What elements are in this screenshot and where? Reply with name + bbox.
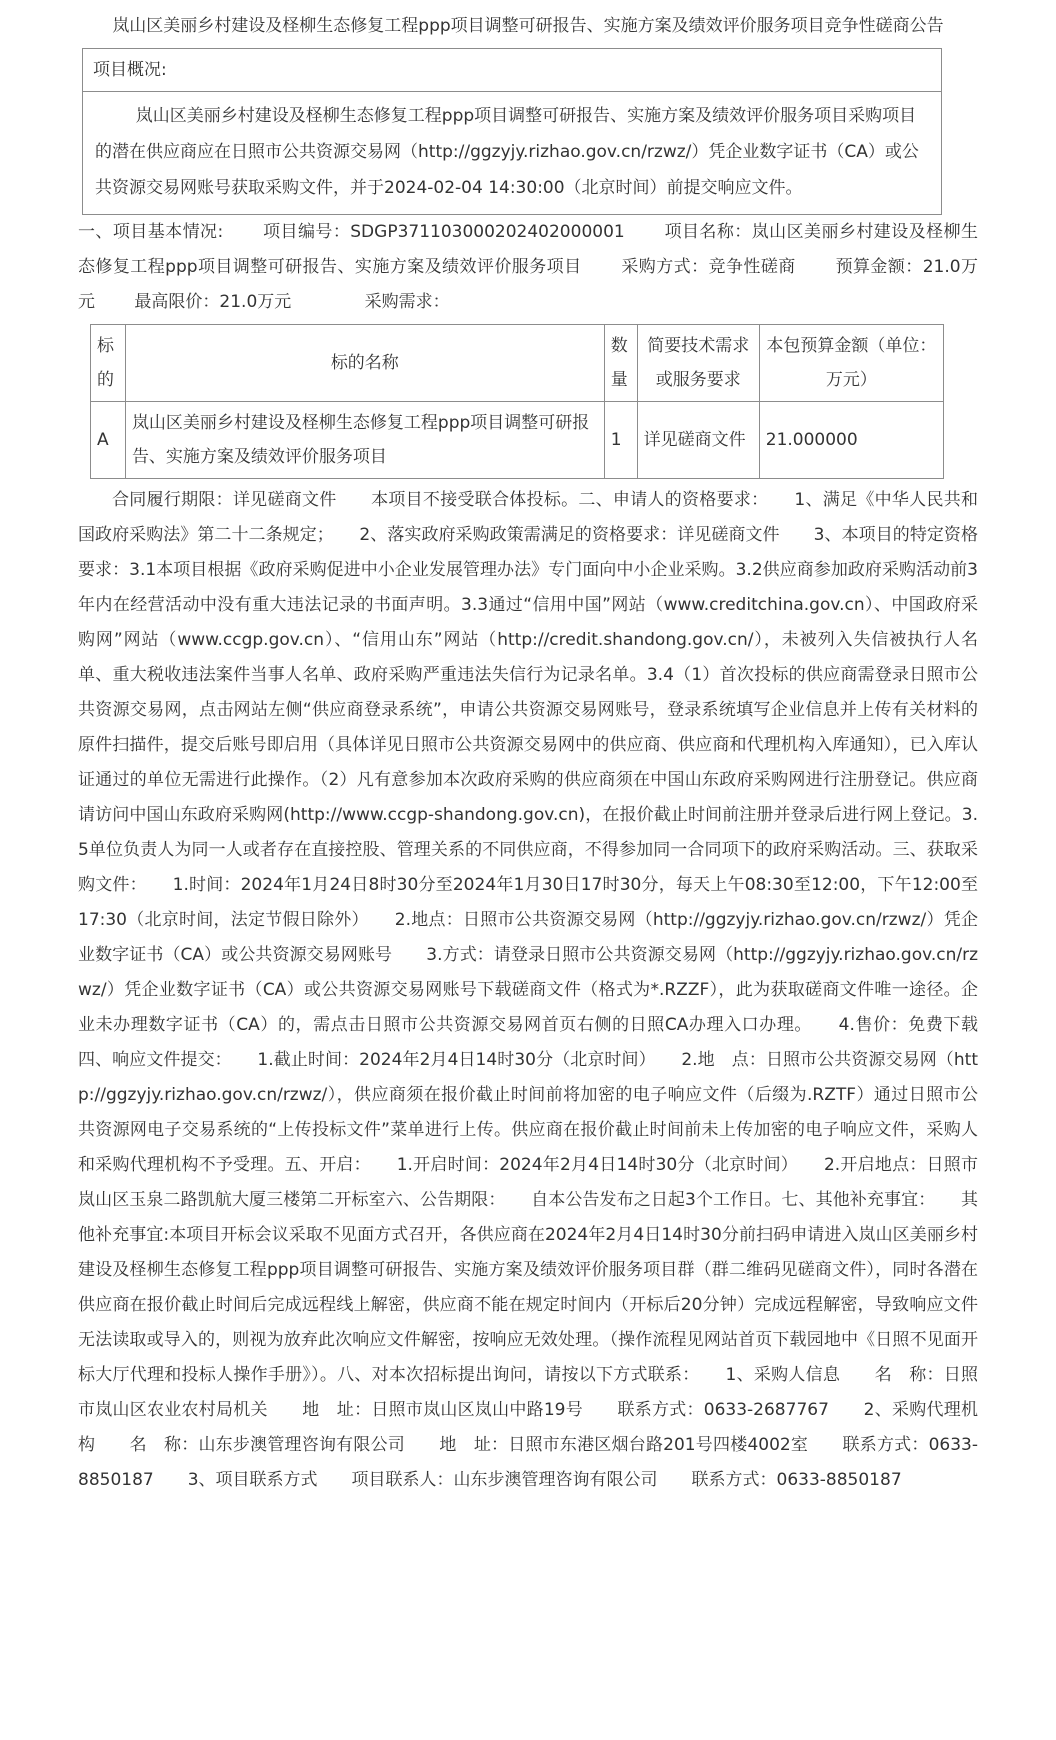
requirements-table	[90, 324, 944, 479]
header-cell: 本包预算金额（单位：万元）	[759, 325, 943, 402]
purchase-method: 采购方式：竞争性磋商	[621, 257, 796, 277]
table-cell: 岚山区美丽乡村建设及柽柳生态修复工程ppp项目调整可研报告、实施方案及绩效评价服务项目	[125, 402, 604, 479]
table-cell: 21.000000	[759, 402, 943, 479]
table-cell: 详见磋商文件	[637, 402, 759, 479]
basic-label: 一、项目基本情况:	[78, 222, 224, 242]
overview-box	[82, 48, 942, 215]
purchase-need: 采购需求：	[364, 292, 450, 312]
page-title: 岚山区美丽乡村建设及柽柳生态修复工程ppp项目调整可研报告、实施方案及绩效评价服务项目竞争性磋商公告	[112, 16, 944, 36]
basic-info	[78, 215, 978, 320]
table-row	[91, 402, 944, 479]
header-cell: 数量	[604, 325, 637, 402]
project-name: 项目名称：岚山区美丽乡村建设及柽柳生态修复工程ppp项目调整可研报告、实施方案及绩效评价服务项目	[78, 222, 978, 277]
header-cell: 标的	[91, 325, 126, 402]
header-cell: 简要技术需求或服务要求	[637, 325, 759, 402]
max-price: 最高限价：21.0万元	[134, 292, 292, 312]
table-cell: A	[91, 402, 126, 479]
main-text: 合同履行期限：详见磋商文件 本项目不接受联合体投标。二、申请人的资格要求： 1、满足《中华人民共和国政府采购法》第二十二条规定； 2、落实政府采购政策需满足的资格要求：详见磋商文件 3、本项目的特定资格要求：3.1本项目根据《政府采购促进中小企业发展管理办法》专门面向中小企业采购。3.2供应商参加政府采购活动前3年内在经营活动中没有重大违法记录的书面声明。3.3通过“信用中国”网站（www.creditchina.gov.cn）、中国政府采购网”网站（www.ccgp.gov.cn）、“信用山东”网站（http://credit.shandong.gov.cn/），未被列入失信被执行人名单、重大税收违法案件当事人名单、政府采购严重违法失信行为记录名单。3.4（1）首次投标的供应商需登录日照市公共资源交易网，点击网站左侧“供应商登录系统”，申请公共资源交易网账号，登录系统填写企业信息并上传有关材料的原件扫描件，提交后账号即启用（具体详见日照市公共资源交易网中的供应商、供应商和代理机构入库通知），已入库认证通过的单位无需进行此操作。（2）凡有意参加本次政府采购的供应商须在中国山东政府采购网进行注册登记。供应商请访问中国山东政府采购网(http://www.ccgp-shandong.gov.cn)，在报价截止时间前注册并登录后进行网上登记。3.5单位负责人为同一人或者存在直接控股、管理关系的不同供应商，不得参加同一合同项下的政府采购活动。三、获取采购文件： 1.时间：2024年1月24日8时30分至2024年1月30日17时30分，每天上午08:30至12:00，下午12:00至17:30（北京时间，法定节假日除外） 2.地点：日照市公共资源交易网（http://ggzyjy.rizhao.gov.cn/rzwz/）凭企业数字证书（CA）或公共资源交易网账号 3.方式：请登录日照市公共资源交易网（http://ggzyjy.rizhao.gov.cn/rzwz/）凭企业数字证书（CA）或公共资源交易网账号下载磋商文件（格式为*.RZZF），此为获取磋商文件唯一途径。企业未办理数字证书（CA）的，需点击日照市公共资源交易网首页右侧的日照CA办理入口办理。 4.售价：免费下载四、响应文件提交： 1.截止时间：2024年2月4日14时30分（北京时间） 2.地 点：日照市公共资源交易网（http://ggzyjy.rizhao.gov.cn/rzwz/），供应商须在报价截止时间前将加密的电子响应文件（后缀为.RZTF）通过日照市公共资源网电子交易系统的“上传投标文件”菜单进行上传。供应商在报价截止时间前未上传加密的电子响应文件，采购人和采购代理机构不予受理。五、开启： 1.开启时间：2024年2月4日14时30分（北京时间） 2.开启地点：日照市岚山区玉泉二路凯航大厦三楼第二开标室六、公告期限： 自本公告发布之日起3个工作日。七、其他补充事宜： 其他补充事宜:本项目开标会议采取不见面方式召开，各供应商在2024年2月4日14时30分前扫码申请进入岚山区美丽乡村建设及柽柳生态修复工程ppp项目调整可研报告、实施方案及绩效评价服务项目群（群二维码见磋商文件），同时各潜在供应商在报价截止时间后完成远程线上解密，供应商不能在规定时间内（开标后20分钟）完成远程解密，导致响应文件无法读取或导入的，则视为放弃此次响应文件解密，按响应无效处理。（操作流程见网站首页下载园地中《日照不见面开标大厅代理和投标人操作手册》）。八、对本次招标提出询问，请按以下方式联系： 1、采购人信息 名 称：日照市岚山区农业农村局机关 地 址：日照市岚山区岚山中路19号 联系方式：0633-2687767 2、采购代理机构 名 称：山东步澳管理咨询有限公司 地 址：日照市东港区烟台路201号四楼4002室 联系方式：0633-8850187 3、项目联系方式 项目联系人：山东步澳管理咨询有限公司 联系方式：0633-8850187	[78, 490, 978, 1490]
overview-text: 岚山区美丽乡村建设及柽柳生态修复工程ppp项目调整可研报告、实施方案及绩效评价服务项目采购项目的潜在供应商应在日照市公共资源交易网（http://ggzyjy.rizhao.gov.cn/rzwz/）凭企业数字证书（CA）或公共资源交易网账号获取采购文件，并于2024-02-04 14:30:00（北京时间）前提交响应文件。	[95, 106, 919, 198]
table-header-row	[91, 325, 944, 402]
project-number: 项目编号：SDGP371103000202402000001	[263, 222, 625, 242]
header-cell: 标的名称	[125, 325, 604, 402]
budget-amount: 预算金额：21.0万元	[78, 257, 979, 312]
table-cell: 1	[604, 402, 637, 479]
overview-heading: 项目概况:	[83, 49, 941, 92]
